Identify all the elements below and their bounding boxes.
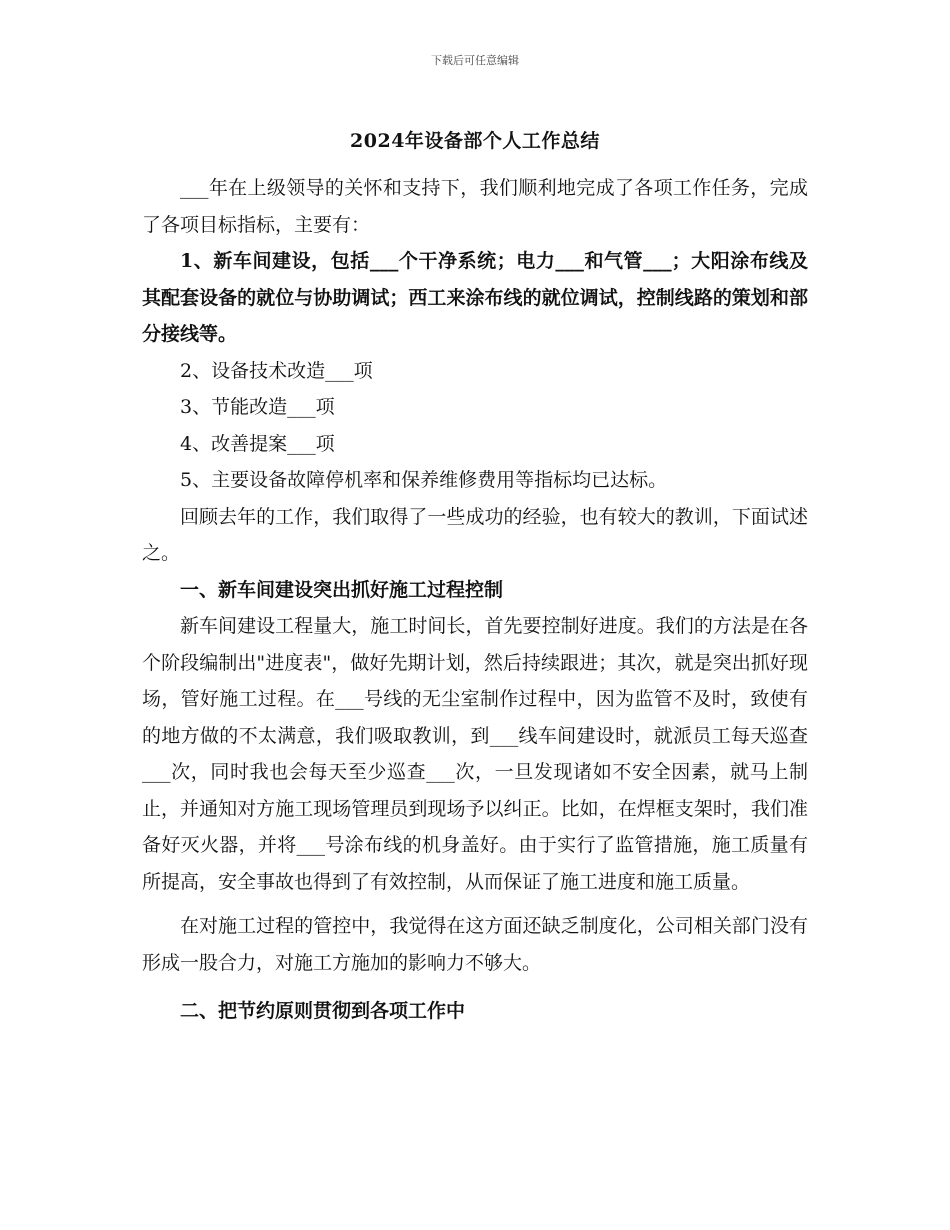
paragraph-review: 回顾去年的工作，我们取得了一些成功的经验，也有较大的教训，下面试述之。	[142, 505, 808, 564]
paragraph-intro: ___年在上级领导的关怀和支持下，我们顺利地完成了各项工作任务，完成了各项目标指标，主要有：	[142, 177, 808, 236]
document-body	[142, 170, 808, 1030]
section-heading-2: 二、把节约原则贯彻到各项工作中	[180, 1000, 466, 1022]
list-item-2: 2、设备技术改造___项	[180, 359, 373, 382]
document-title: 2024年设备部个人工作总结	[350, 130, 600, 152]
list-item-4: 4、改善提案___项	[180, 432, 335, 455]
list-item-3: 3、节能改造___项	[180, 396, 335, 418]
header-note: 下载后可任意编辑	[431, 54, 519, 67]
list-item-5: 5、主要设备故障停机率和保养维修费用等指标均已达标。	[180, 469, 668, 491]
paragraph-reflection: 在对施工过程的管控中，我觉得在这方面还缺乏制度化，公司相关部门没有形成一股合力，对施工方施加的影响力不够大。	[142, 915, 808, 974]
section-heading-1: 一、新车间建设突出抓好施工过程控制	[180, 578, 504, 601]
paragraph-section-1: 新车间建设工程量大，施工时间长，首先要控制好进度。我们的方法是在各个阶段编制出"进度表"，做好先期计划，然后持续跟进；其次，就是突出抓好现场，管好施工过程。在___号线的无尘室制作过程中，因为监管不及时，致使有的地方做的不太满意，我们吸取教训，到___线车间建设时，就派员工每天巡查___次，同时我也会每天至少巡查___次，一旦发现诸如不安全因素，就马上制止，并通知对方施工现场管理员到现场予以纠正。比如，在焊框支架时，我们准备好灭火器，并将___号涂布线的机身盖好。由于实行了监管措施，施工质量有所提高，安全事故也得到了有效控制，从而保证了施工进度和施工质量。	[142, 615, 808, 893]
list-item-1: 1、新车间建设，包括___个干净系统；电力___和气管___；大阳涂布线及其配套设备的就位与协助调试；西工来涂布线的就位调试，控制线路的策划和部分接线等。	[142, 250, 808, 345]
